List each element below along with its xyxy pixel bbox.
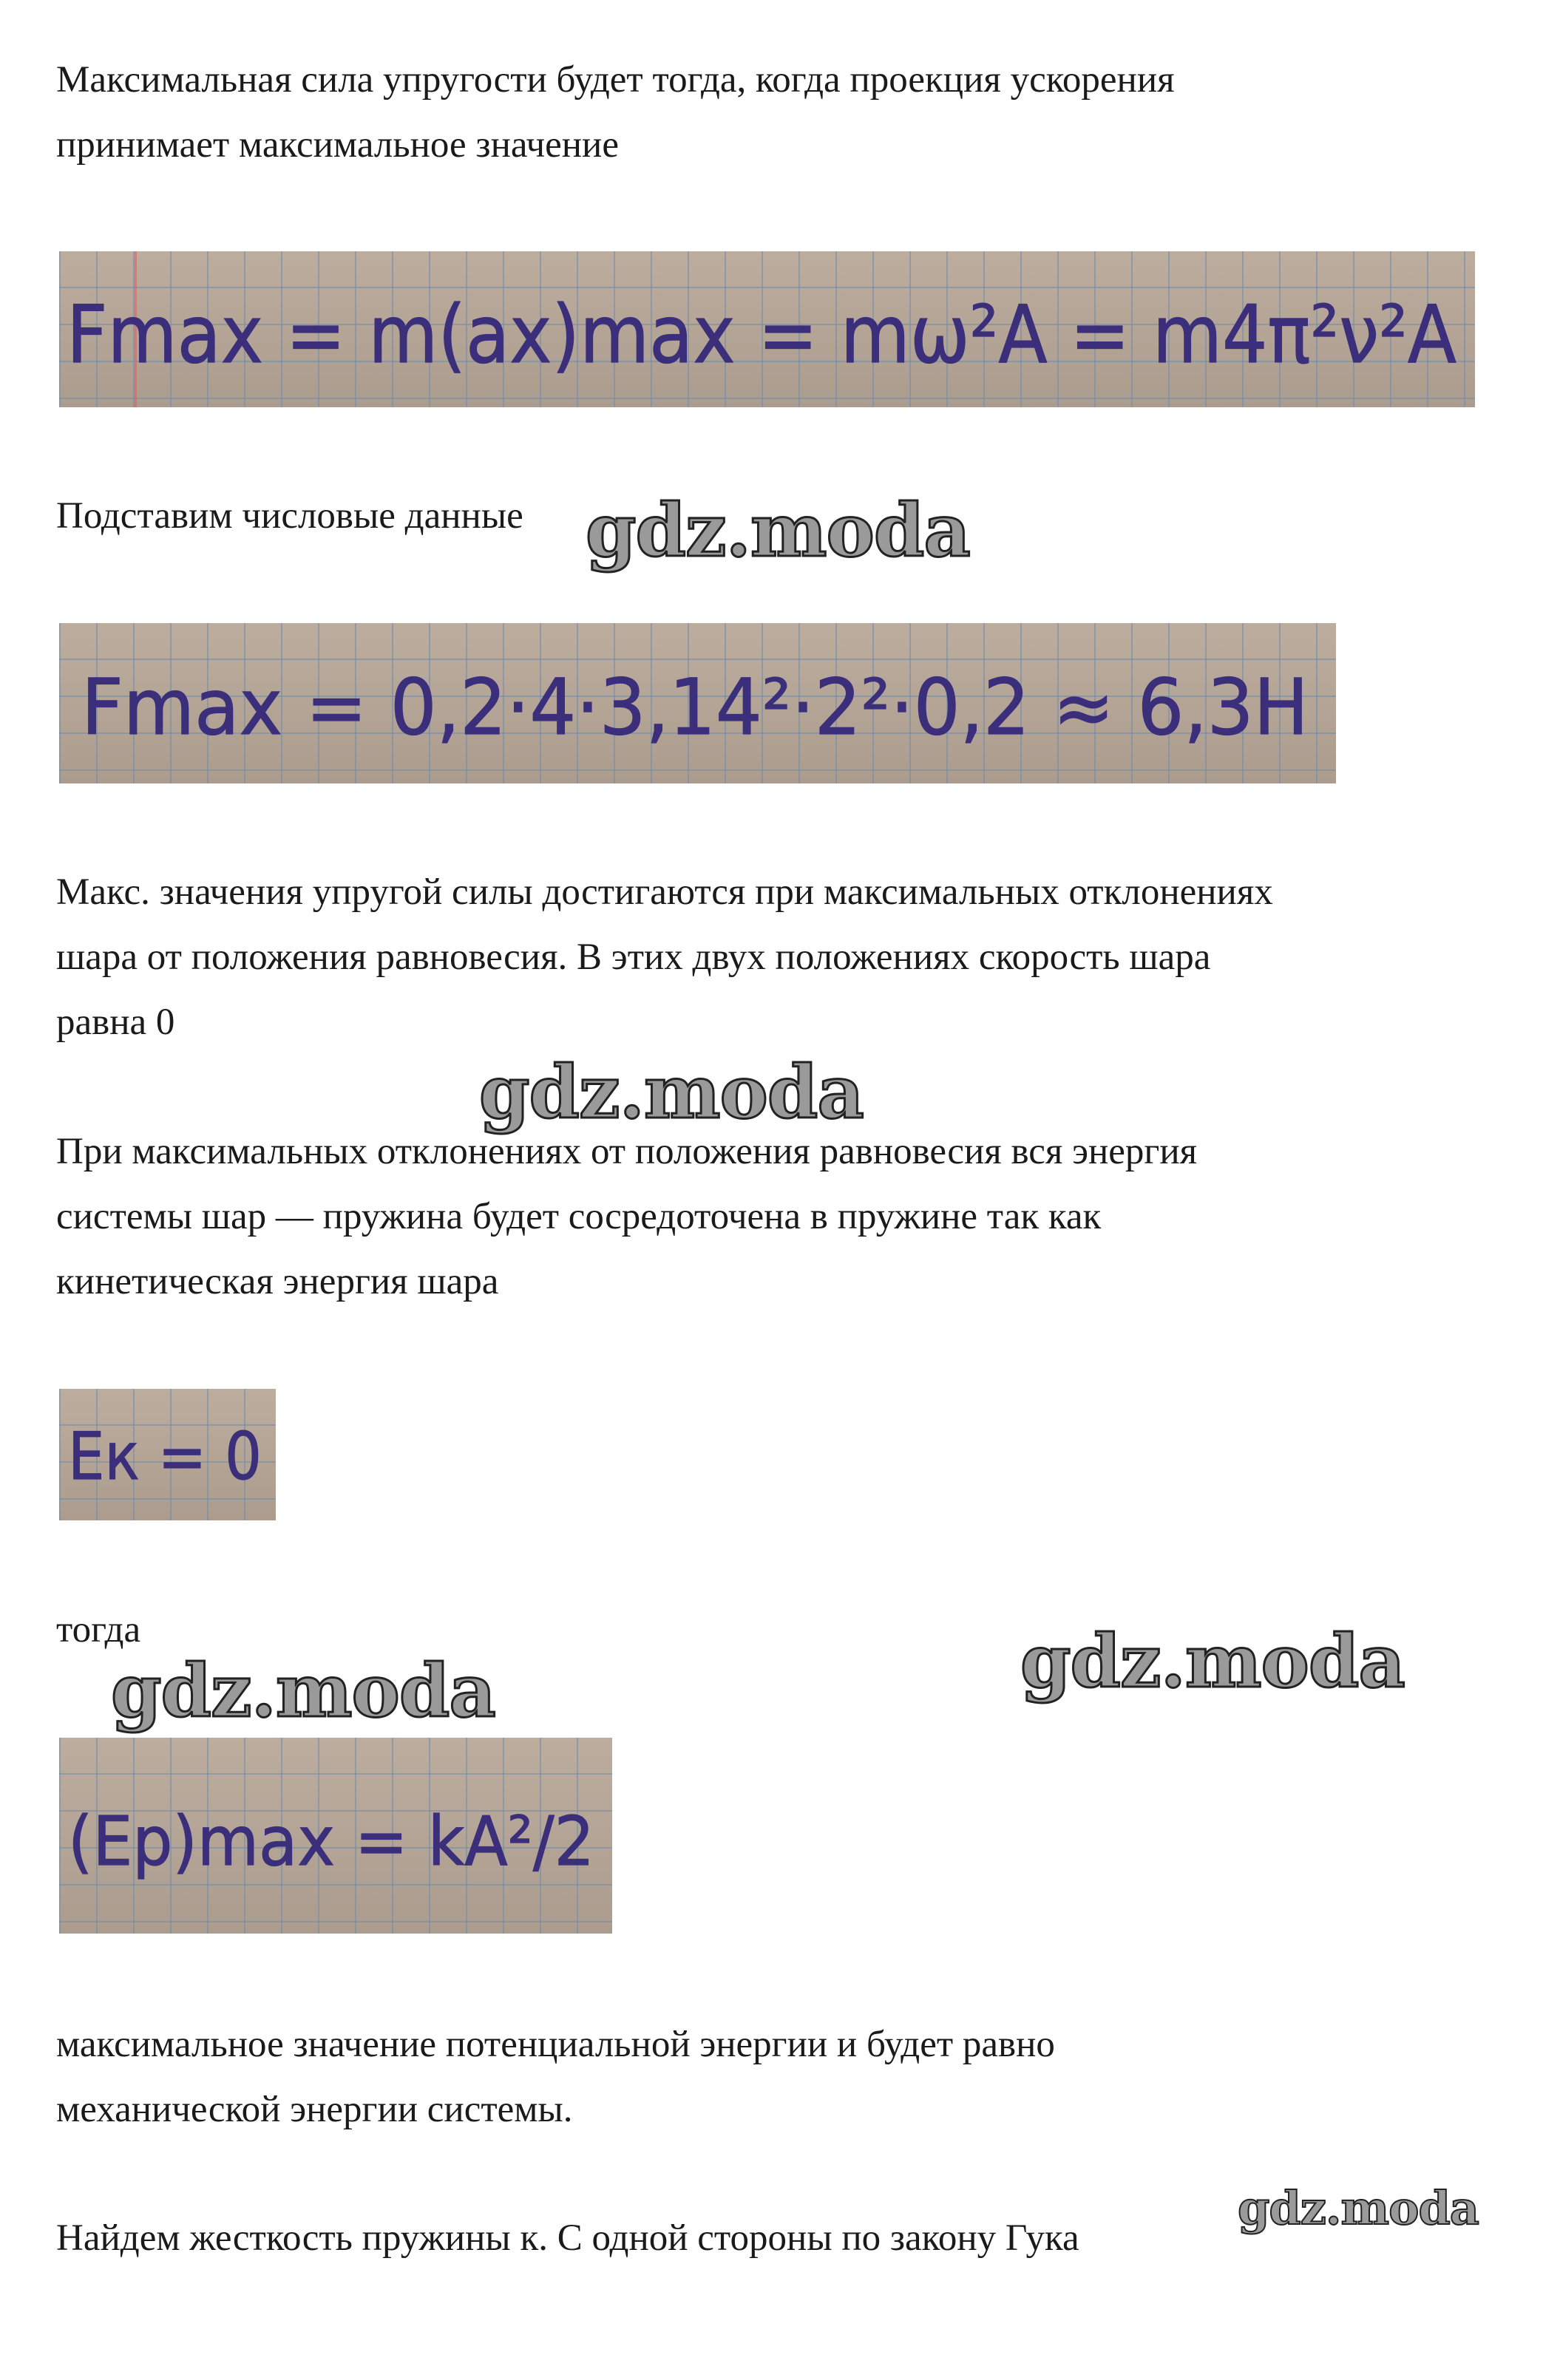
formula-image-numeric <box>59 623 1336 783</box>
svg-text:Fmax = 0,2·4·3,14²·2²·0,2 ≈ 6,: Fmax = 0,2·4·3,14²·2²·0,2 ≈ 6,3Н <box>81 662 1309 752</box>
watermark: gdz.moda <box>586 489 970 574</box>
text-line: Подставим числовые данные <box>56 495 523 537</box>
text-line: Найдем жесткость пружины к. С одной стороны по закону Гука <box>56 2217 1079 2259</box>
svg-text:(Ep)max = kA²/2: (Ep)max = kA²/2 <box>68 1802 594 1881</box>
watermark: gdz.moda <box>1238 2181 1479 2235</box>
text-line: Макс. значения упругой силы достигаются при максимальных отклонениях <box>56 871 1273 913</box>
text-line: системы шар — пружина будет сосредоточена в пружине так как <box>56 1196 1102 1237</box>
handwritten-formula <box>59 623 1336 783</box>
text-line: кинетическая энергия шара <box>56 1261 499 1302</box>
formula-image-kinetic <box>59 1389 276 1520</box>
text-line: При максимальных отклонениях от положения равновесия вся энергия <box>56 1131 1198 1172</box>
text-line: шара от положения равновесия. В этих двух положениях скорость шара <box>56 936 1211 978</box>
text-line: равна 0 <box>56 1002 175 1043</box>
text-line: Максимальная сила упругости будет тогда, когда проекция ускорения <box>56 59 1175 101</box>
text-line: тогда <box>56 1609 141 1650</box>
watermark: gdz.moda <box>111 1649 495 1734</box>
text-line: механической энергии системы. <box>56 2089 573 2130</box>
formula-image-potential <box>59 1738 612 1934</box>
formula-image-max-force <box>59 251 1475 407</box>
svg-text:Fmax = m(ax)max = mω²A = m4π²ν: Fmax = m(ax)max = mω²A = m4π²ν²A <box>67 289 1456 381</box>
handwritten-formula <box>59 251 1475 407</box>
watermark: gdz.moda <box>479 1050 864 1135</box>
text-line: максимальное значение потенциальной энергии и будет равно <box>56 2024 1055 2065</box>
handwritten-formula <box>59 1389 276 1520</box>
watermark: gdz.moda <box>1020 1619 1405 1704</box>
text-line: принимает максимальное значение <box>56 124 619 166</box>
svg-text:Eк = 0: Eк = 0 <box>68 1418 262 1495</box>
handwritten-formula <box>59 1738 612 1934</box>
